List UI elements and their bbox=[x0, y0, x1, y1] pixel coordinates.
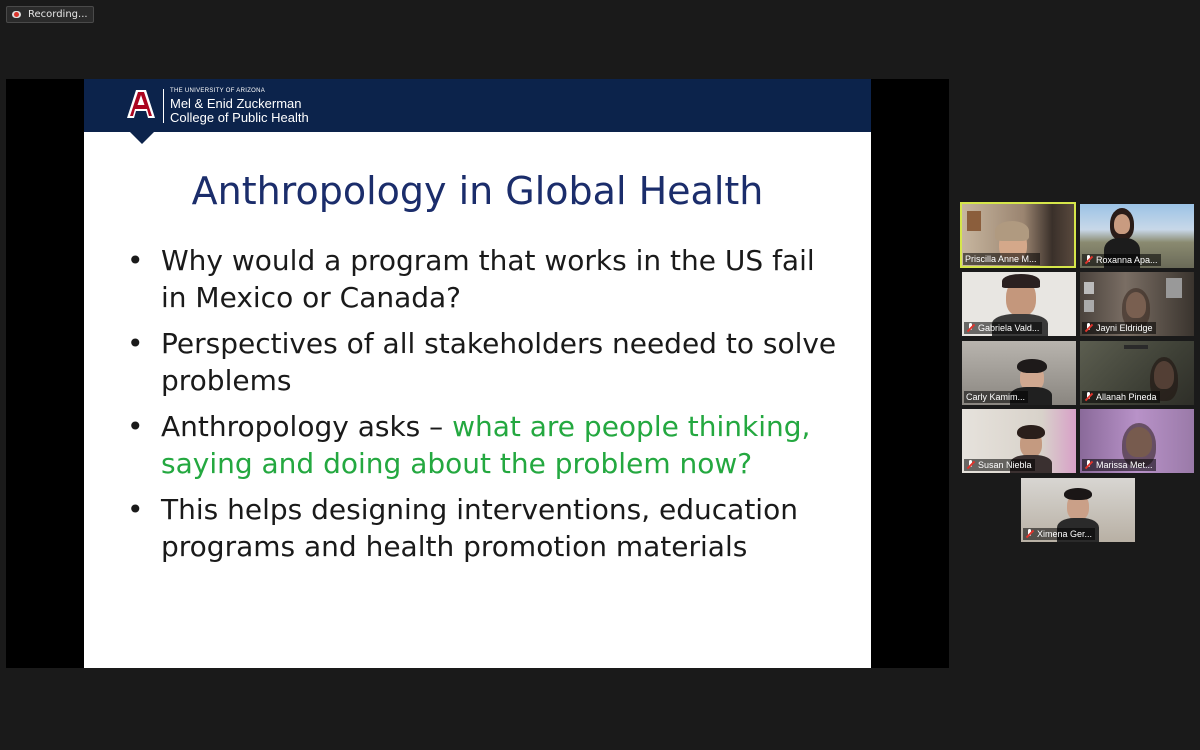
bullet-item: • This helps designing interventions, education programs and health promotion materials bbox=[124, 491, 844, 565]
participant-tile[interactable] bbox=[1080, 272, 1194, 336]
recording-indicator[interactable] bbox=[6, 6, 94, 23]
participant-name: Carly Kamim... bbox=[966, 392, 1026, 402]
participant-tile[interactable] bbox=[961, 203, 1075, 267]
participant-tile[interactable] bbox=[1080, 409, 1194, 473]
muted-mic-icon bbox=[1084, 255, 1093, 265]
participant-tile[interactable] bbox=[1080, 204, 1194, 268]
participant-tile[interactable] bbox=[1080, 341, 1194, 405]
logo-divider bbox=[163, 89, 164, 123]
participant-name: Allanah Pineda bbox=[1096, 392, 1157, 402]
participant-name: Ximena Ger... bbox=[1037, 529, 1093, 539]
university-name: THE UNIVERSITY OF ARIZONA bbox=[170, 88, 266, 94]
muted-mic-icon bbox=[1084, 392, 1093, 402]
bullet-item: • Anthropology asks – what are people thinking, saying and doing about the problem now? bbox=[124, 408, 844, 482]
presentation-slide bbox=[84, 79, 871, 668]
muted-mic-icon bbox=[1025, 529, 1034, 539]
muted-mic-icon bbox=[1084, 323, 1093, 333]
highlighted-question: what are people thinking, saying and doing about the problem now? bbox=[161, 410, 811, 480]
bullet-item: • Why would a program that works in the US fail in Mexico or Canada? bbox=[124, 242, 844, 316]
bullet-list bbox=[124, 242, 844, 574]
cloud-record-icon bbox=[12, 11, 21, 18]
participant-tile[interactable] bbox=[962, 341, 1076, 405]
muted-mic-icon bbox=[1084, 460, 1093, 470]
muted-mic-icon bbox=[966, 460, 975, 470]
college-name-line1: Mel & Enid Zuckerman bbox=[170, 96, 302, 111]
participant-name: Priscilla Anne M... bbox=[965, 254, 1037, 264]
participant-name: Marissa Met... bbox=[1096, 460, 1153, 470]
participant-name: Susan Niebla bbox=[978, 460, 1032, 470]
participant-tile[interactable] bbox=[962, 409, 1076, 473]
university-logo-icon bbox=[124, 87, 158, 121]
recording-label: Recording... bbox=[28, 9, 88, 20]
college-name-line2: College of Public Health bbox=[170, 110, 309, 125]
participant-name: Jayni Eldridge bbox=[1096, 323, 1153, 333]
slide-title: Anthropology in Global Health bbox=[191, 169, 764, 213]
participant-tile[interactable] bbox=[962, 272, 1076, 336]
slide-header-banner bbox=[84, 79, 871, 132]
bullet-item: • Perspectives of all stakeholders needed to solve problems bbox=[124, 325, 844, 399]
participant-tile[interactable] bbox=[1021, 478, 1135, 542]
participant-name: Gabriela Vald... bbox=[978, 323, 1040, 333]
muted-mic-icon bbox=[966, 323, 975, 333]
participant-name: Roxanna Apa... bbox=[1096, 255, 1158, 265]
banner-notch bbox=[130, 132, 154, 144]
